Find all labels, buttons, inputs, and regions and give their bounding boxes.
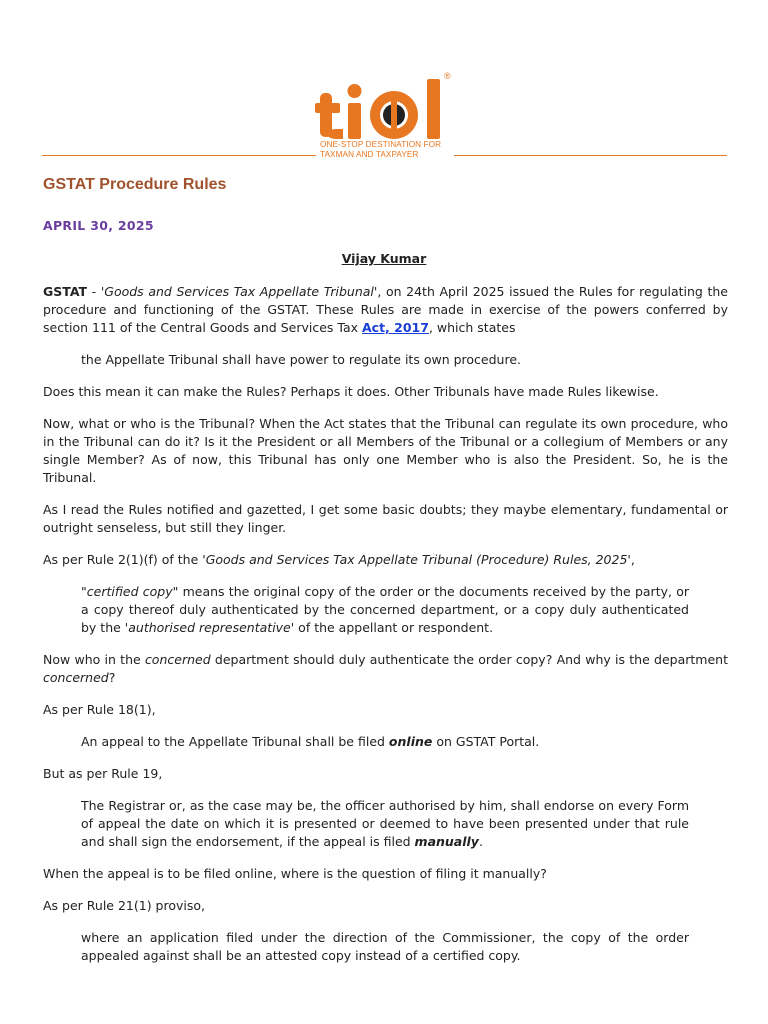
header-rule-left: [42, 155, 316, 156]
lead-term: GSTAT: [43, 284, 88, 299]
block-quote: "certified copy" means the original copy of the order or the documents received by the party, or a copy thereof duly authenticated by the concerned department, or a copy duly authenticated by the 'authorised representative' of the appellant or respondent.: [81, 584, 689, 635]
paragraph: Does this mean it can make the Rules? Perhaps it does. Other Tribunals have made Rules likewise.: [43, 384, 659, 399]
block-quote: where an application filed under the direction of the Commissioner, the copy of the order appealed against shall be an attested copy instead of a certified copy.: [81, 930, 689, 963]
act-link[interactable]: Act, 2017: [362, 320, 429, 335]
paragraph: As I read the Rules notified and gazetted, I get some basic doubts; they maybe elementary, fundamental or outright senseless, but still they linger.: [43, 502, 728, 535]
block-quote: the Appellate Tribunal shall have power to regulate its own procedure.: [81, 352, 521, 367]
header-rule-right: [454, 155, 727, 156]
logo-tagline: [320, 140, 460, 160]
paragraph: But as per Rule 19,: [43, 766, 163, 781]
tagline-line-1: ONE-STOP DESTINATION FOR: [320, 140, 442, 149]
block-quote: The Registrar or, as the case may be, the officer authorised by him, shall endorse on every Form of appeal the date on which it is presented or deemed to have been presented under that rule and shall sign the endorsement, if the appeal is filed manually.: [81, 798, 689, 849]
block-quote: An appeal to the Appellate Tribunal shall be filed online on GSTAT Portal.: [81, 734, 540, 749]
article-title: GSTAT Procedure Rules: [43, 176, 227, 193]
article-body: [43, 283, 728, 979]
paragraph: GSTAT - 'Goods and Services Tax Appellate Tribunal', on 24th April 2025 issued the Rules for regulating the procedure and functioning of the GSTAT. These Rules are made in exercise of the powers conferred by section 111 of the Central Goods and Services Tax Act, 2017, which states: [43, 284, 728, 335]
masthead: [0, 60, 768, 170]
paragraph: As per Rule 18(1),: [43, 702, 156, 717]
paragraph: Now, what or who is the Tribunal? When the Act states that the Tribunal can regulate its own procedure, who in the Tribunal can do it? Is it the President or all Members of the Tribunal or a collegium of Members or any single Member? As of now, this Tribunal has only one Member who is also the President. So, he is the Tribunal.: [43, 416, 728, 485]
paragraph: When the appeal is to be filed online, where is the question of filing it manually?: [43, 866, 547, 881]
paragraph: Now who in the concerned department should duly authenticate the order copy? And why is the department concerned?: [43, 652, 728, 685]
tagline-line-2: TAXMAN AND TAXPAYER: [320, 150, 419, 159]
author-name[interactable]: Vijay Kumar: [341, 251, 427, 266]
paragraph: As per Rule 2(1)(f) of the 'Goods and Services Tax Appellate Tribunal (Procedure) Rules, 2025',: [43, 552, 635, 567]
paragraph: As per Rule 21(1) proviso,: [43, 898, 205, 913]
article-date: APRIL 30, 2025: [43, 218, 154, 233]
registered-mark: ®: [444, 71, 451, 81]
